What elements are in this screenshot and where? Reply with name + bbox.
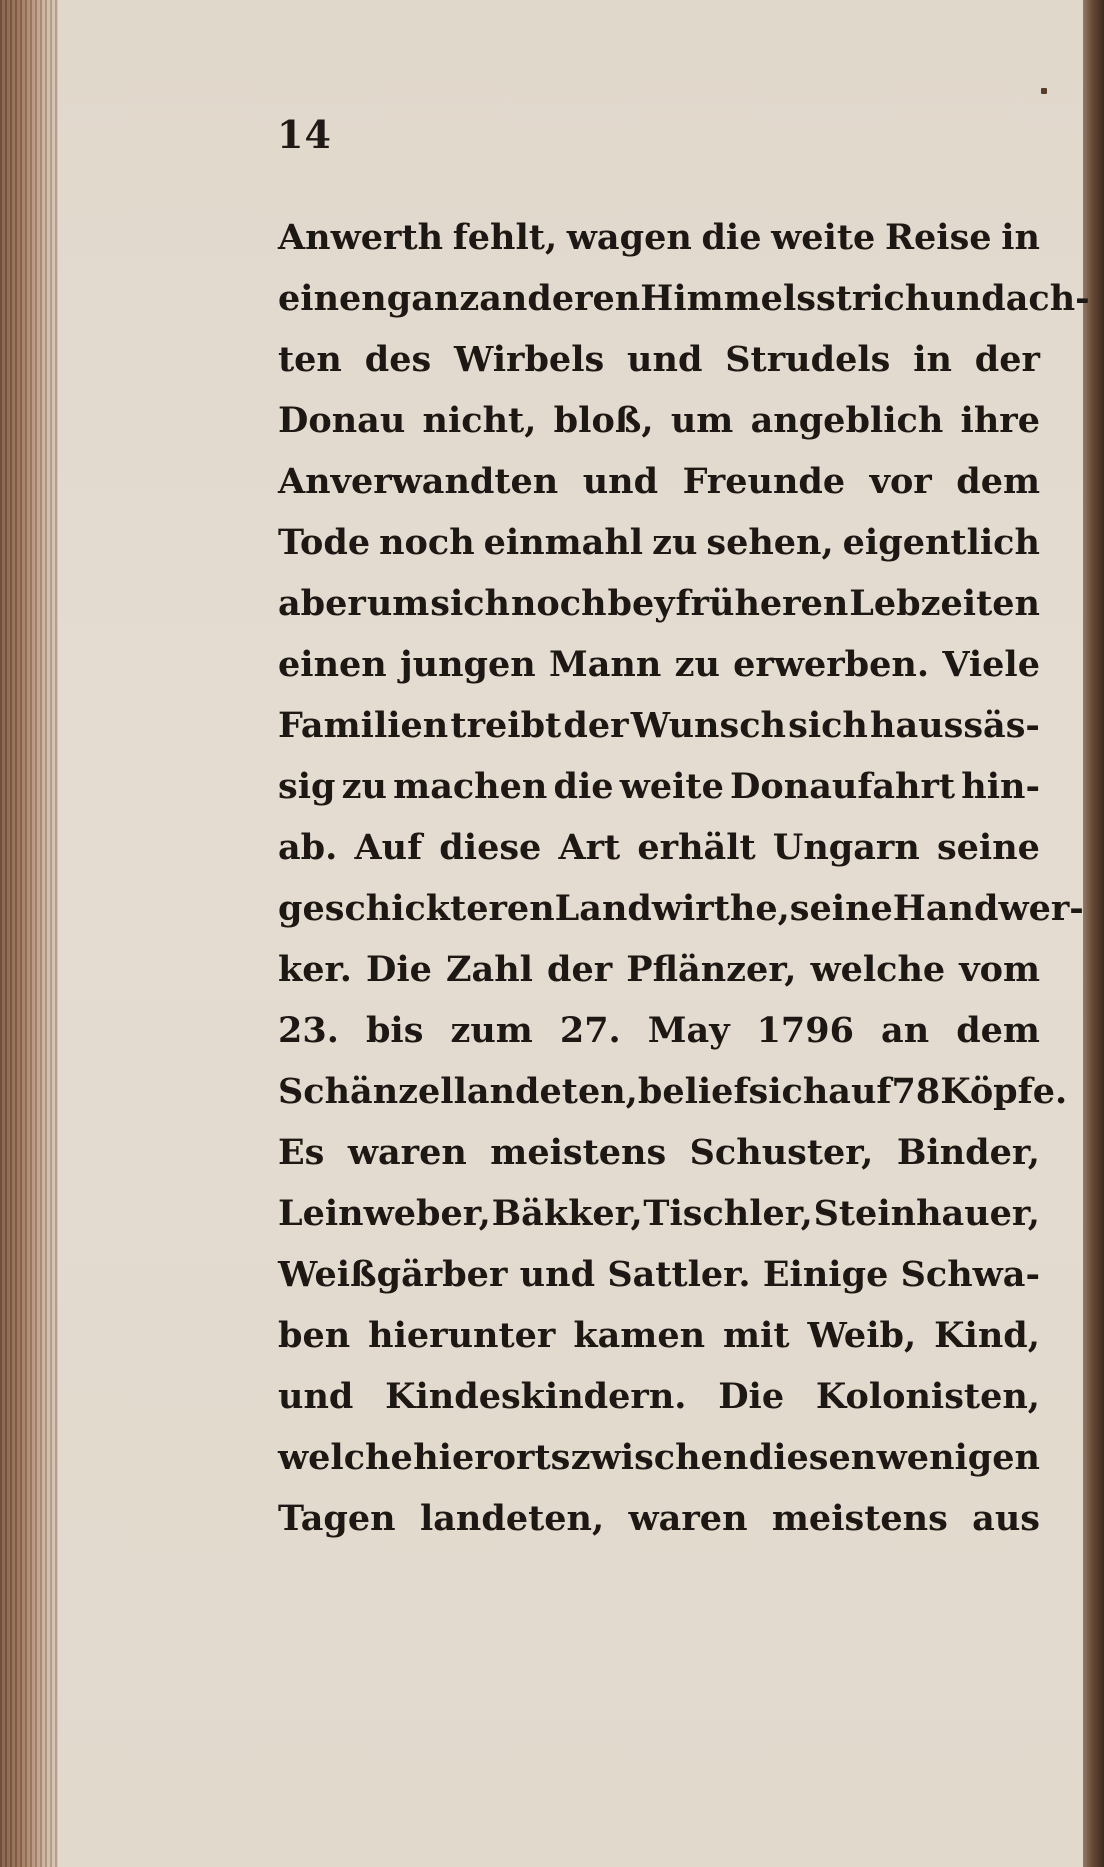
- word: sig: [278, 766, 336, 807]
- word: wagen: [566, 217, 692, 258]
- word: welche: [278, 1437, 413, 1478]
- body-text: [278, 207, 1090, 1549]
- word: Wirbels: [454, 339, 605, 380]
- word: Anwerth: [278, 217, 444, 258]
- word: erwerben.: [733, 644, 930, 685]
- word: Handwer-: [892, 888, 1084, 929]
- word: und: [930, 278, 1006, 319]
- word: Familien: [278, 705, 449, 746]
- word: die: [553, 766, 614, 807]
- word: Freunde: [682, 461, 846, 502]
- word: bey: [607, 583, 675, 624]
- word: des: [364, 339, 432, 380]
- page-edge-stack: [0, 0, 58, 1867]
- word: geschickteren: [278, 888, 555, 929]
- word: haussäs-: [870, 705, 1040, 746]
- word: aber: [278, 583, 366, 624]
- word: Schänzel: [278, 1071, 454, 1112]
- word: und: [519, 1254, 596, 1295]
- text-line: [278, 939, 1040, 1000]
- text-line: [278, 1366, 1040, 1427]
- word: ker.: [278, 949, 352, 990]
- word: fehlt,: [452, 217, 558, 258]
- word: diese: [439, 827, 542, 868]
- word: landeten,: [419, 1498, 605, 1539]
- word: dem: [956, 461, 1040, 502]
- word: zu: [652, 522, 698, 563]
- word: die: [701, 217, 762, 258]
- word: meistens: [490, 1132, 667, 1173]
- word: 23.: [278, 1010, 339, 1051]
- word: ten: [278, 339, 342, 380]
- word: Strudels: [725, 339, 891, 380]
- word: Ungarn: [772, 827, 920, 868]
- word: früheren: [675, 583, 849, 624]
- text-line: [278, 207, 1040, 268]
- word: Landwirthe,: [554, 888, 790, 929]
- word: sich: [788, 705, 868, 746]
- word: nicht,: [422, 400, 537, 441]
- word: einen: [278, 278, 387, 319]
- word: meistens: [771, 1498, 948, 1539]
- word: Weißgärber: [278, 1254, 508, 1295]
- text-line: [278, 573, 1040, 634]
- word: waren: [628, 1498, 748, 1539]
- word: um: [670, 400, 734, 441]
- word: 27.: [559, 1010, 621, 1051]
- word: machen: [393, 766, 548, 807]
- word: diesen: [748, 1437, 877, 1478]
- text-line: [278, 451, 1040, 512]
- word: Bäkker,: [491, 1193, 643, 1234]
- word: einmahl: [483, 522, 644, 563]
- word: Die: [718, 1376, 785, 1417]
- text-line: [278, 1061, 1068, 1122]
- page-number: 14: [277, 112, 332, 157]
- word: hierorts: [413, 1437, 571, 1478]
- text-line: [278, 1488, 1040, 1549]
- word: Kind,: [934, 1315, 1040, 1356]
- word: wenigen: [876, 1437, 1040, 1478]
- word: und: [278, 1376, 354, 1417]
- text-line: [278, 329, 1040, 390]
- text-line: [278, 390, 1040, 451]
- word: kamen: [573, 1315, 706, 1356]
- word: Donau: [278, 400, 406, 441]
- word: Pflänzer,: [626, 949, 797, 990]
- word: Donaufahrt: [730, 766, 956, 807]
- text-line: [278, 634, 1040, 695]
- word: Tagen: [278, 1498, 396, 1539]
- text-line: [278, 878, 1084, 939]
- word: in: [1001, 217, 1040, 258]
- word: bloß,: [553, 400, 654, 441]
- word: Zahl: [445, 949, 533, 990]
- word: seine: [936, 827, 1040, 868]
- word: Auf: [354, 827, 423, 868]
- word: ihre: [960, 400, 1040, 441]
- text-line: [278, 695, 1040, 756]
- word: Köpfe.: [940, 1071, 1068, 1112]
- word: angeblich: [750, 400, 944, 441]
- text-line: [278, 268, 1090, 329]
- word: ab.: [278, 827, 338, 868]
- word: Sattler.: [607, 1254, 751, 1295]
- word: Art: [558, 827, 621, 868]
- word: anderen: [479, 278, 641, 319]
- word: ach-: [1005, 278, 1090, 319]
- word: dem: [956, 1010, 1040, 1051]
- word: Es: [278, 1132, 325, 1173]
- text-line: [278, 756, 1040, 817]
- word: weite: [771, 217, 876, 258]
- word: der: [974, 339, 1040, 380]
- text-line: [278, 1427, 1040, 1488]
- word: ganz: [386, 278, 480, 319]
- word: belief: [637, 1071, 749, 1112]
- word: Kolonisten,: [815, 1376, 1040, 1417]
- word: auf: [828, 1071, 892, 1112]
- word: sehen,: [706, 522, 834, 563]
- word: Schwa-: [900, 1254, 1040, 1295]
- word: seine: [789, 888, 893, 929]
- ink-speck: [1041, 88, 1047, 94]
- word: Mann: [548, 644, 662, 685]
- word: der: [563, 705, 629, 746]
- word: treibt: [450, 705, 562, 746]
- word: 78: [891, 1071, 941, 1112]
- word: waren: [347, 1132, 467, 1173]
- word: jungen: [399, 644, 536, 685]
- word: bis: [365, 1010, 424, 1051]
- word: weite: [619, 766, 724, 807]
- word: 1796: [756, 1010, 854, 1051]
- word: Steinhauer,: [813, 1193, 1040, 1234]
- word: Binder,: [896, 1132, 1040, 1173]
- word: Kindeskindern.: [385, 1376, 687, 1417]
- word: einen: [278, 644, 387, 685]
- text-line: [278, 1122, 1040, 1183]
- word: Leinweber,: [278, 1193, 491, 1234]
- word: der: [547, 949, 613, 990]
- word: erhält: [637, 827, 756, 868]
- word: sich: [430, 583, 511, 624]
- text-line: [278, 1000, 1040, 1061]
- word: sich: [748, 1071, 829, 1112]
- word: Schuster,: [689, 1132, 874, 1173]
- word: vom: [959, 949, 1040, 990]
- word: Viele: [942, 644, 1040, 685]
- word: hierunter: [368, 1315, 556, 1356]
- word: welche: [810, 949, 946, 990]
- word: Weib,: [807, 1315, 917, 1356]
- text-line: [278, 1183, 1040, 1244]
- text-line: [278, 1305, 1040, 1366]
- word: Himmelsstrich: [640, 278, 931, 319]
- word: May: [647, 1010, 730, 1051]
- word: noch: [510, 583, 607, 624]
- word: Tode: [278, 522, 371, 563]
- word: Anverwandten: [278, 461, 559, 502]
- word: zu: [341, 766, 387, 807]
- word: zu: [674, 644, 720, 685]
- word: an: [881, 1010, 930, 1051]
- word: zwischen: [570, 1437, 749, 1478]
- word: Die: [366, 949, 432, 990]
- text-line: [278, 817, 1040, 878]
- word: aus: [972, 1498, 1040, 1539]
- word: und: [627, 339, 703, 380]
- word: vor: [869, 461, 932, 502]
- word: eigentlich: [842, 522, 1040, 563]
- word: Einige: [762, 1254, 889, 1295]
- word: und: [582, 461, 659, 502]
- text-line: [278, 1244, 1040, 1305]
- word: Wunsch: [630, 705, 786, 746]
- word: Lebzeiten: [849, 583, 1040, 624]
- word: landeten,: [453, 1071, 638, 1112]
- word: mit: [723, 1315, 790, 1356]
- word: noch: [379, 522, 475, 563]
- word: hin-: [961, 766, 1040, 807]
- word: zum: [450, 1010, 533, 1051]
- text-line: [278, 512, 1040, 573]
- word: Reise: [884, 217, 992, 258]
- word: in: [913, 339, 952, 380]
- word: ben: [278, 1315, 351, 1356]
- word: Tischler,: [643, 1193, 813, 1234]
- word: um: [366, 583, 430, 624]
